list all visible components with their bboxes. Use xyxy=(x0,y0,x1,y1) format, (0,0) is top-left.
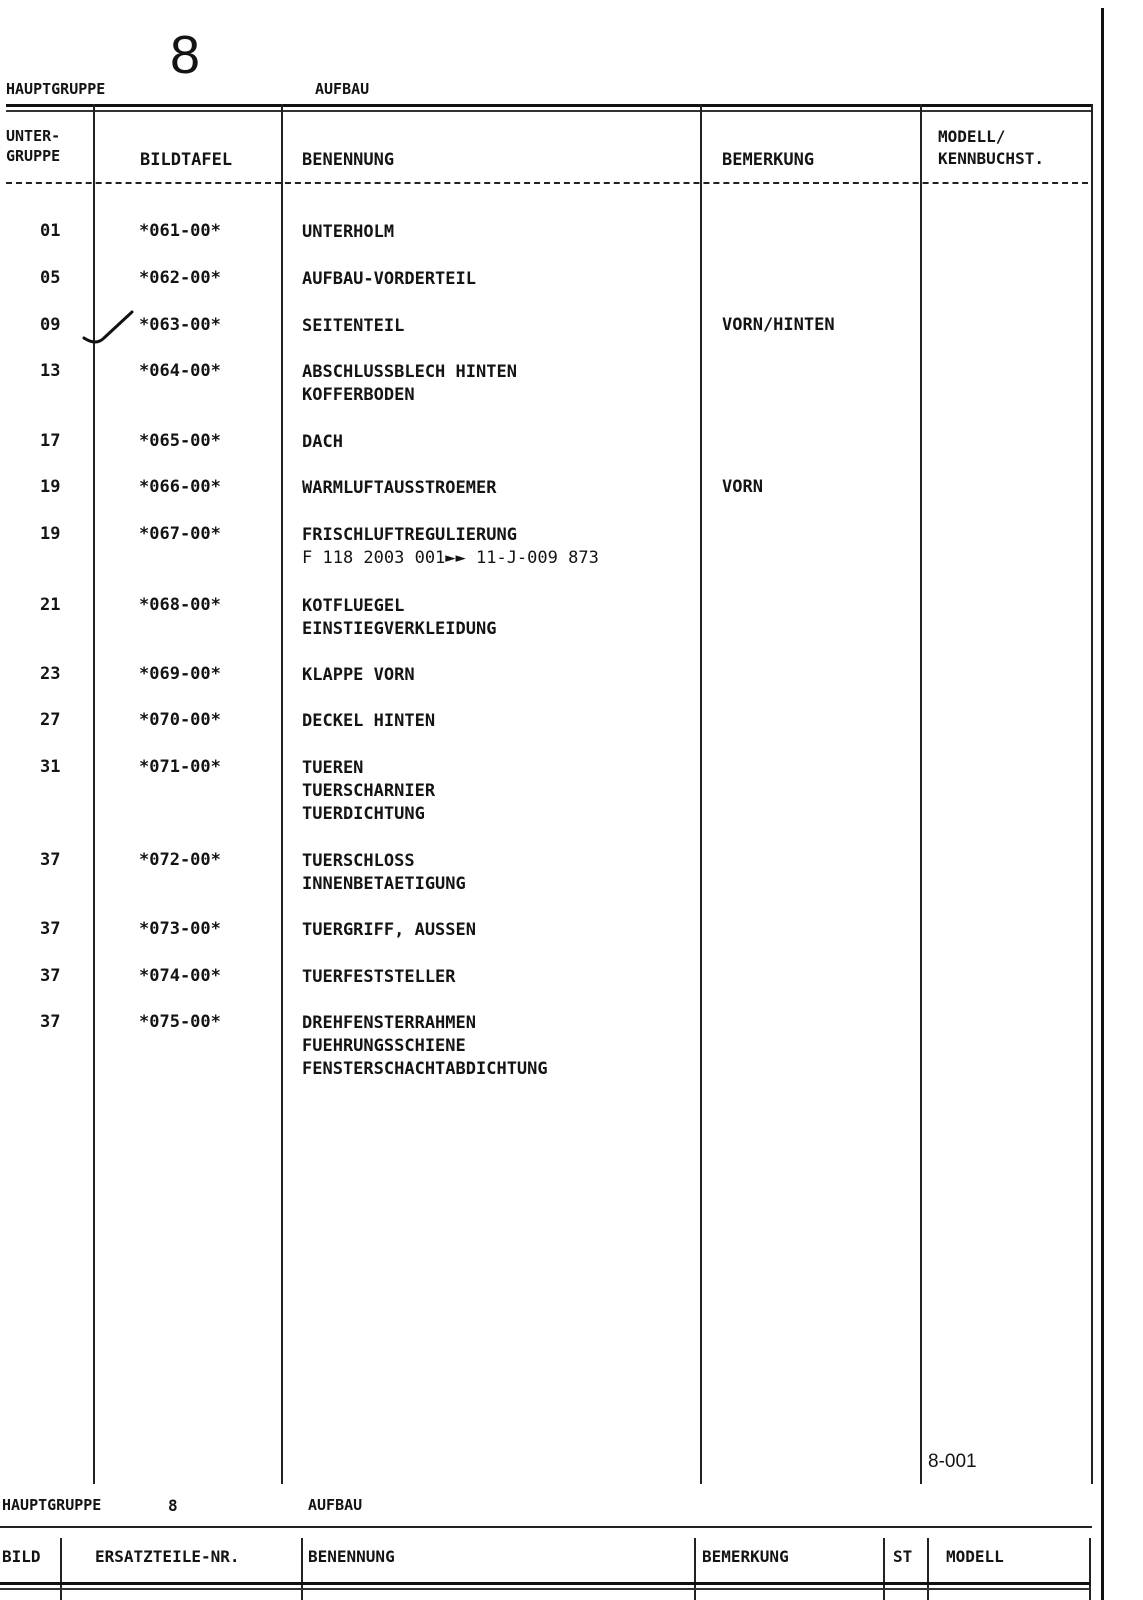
untergruppe-cell: 27 xyxy=(40,710,61,730)
col-divider-4 xyxy=(920,104,922,1484)
group-name: AUFBAU xyxy=(315,80,370,98)
untergruppe-cell: 19 xyxy=(40,524,61,544)
untergruppe-cell: 23 xyxy=(40,664,61,684)
bildtafel-cell: *075-00* xyxy=(139,1012,221,1032)
col-header-bemerkung: BEMERKUNG xyxy=(722,150,815,170)
footer-hauptgruppe-number: 8 xyxy=(168,1496,178,1515)
untergruppe-cell: 37 xyxy=(40,1012,61,1032)
untergruppe-cell: 13 xyxy=(40,361,61,381)
footer-divider-1 xyxy=(60,1538,62,1600)
header-rule-top-2 xyxy=(6,110,1092,112)
bildtafel-cell: *069-00* xyxy=(139,664,221,684)
benennung-cell: DREHFENSTERRAHMEN FUEHRUNGSSCHIENE FENSTERSCHACHTABDICHTUNG xyxy=(302,1013,548,1079)
footer-col-st: ST xyxy=(893,1547,913,1566)
benennung-cell: DECKEL HINTEN xyxy=(302,711,436,731)
footer-col-modell: MODELL xyxy=(946,1547,1004,1566)
bildtafel-cell: *061-00* xyxy=(139,221,221,241)
untergruppe-cell: 01 xyxy=(40,221,61,241)
col-header-bildtafel: BILDTAFEL xyxy=(140,150,233,170)
bemerkung-cell: VORN xyxy=(722,477,763,497)
benennung-cell: TUEREN TUERSCHARNIER TUERDICHTUNG xyxy=(302,758,436,824)
benennung-cell: ABSCHLUSSBLECH HINTEN KOFFERBODEN xyxy=(302,362,517,405)
benennung-cell: UNTERHOLM xyxy=(302,222,395,242)
benennung-cell: KOTFLUEGEL EINSTIEGVERKLEIDUNG xyxy=(302,596,497,639)
bildtafel-cell: *066-00* xyxy=(139,477,221,497)
footer-divider-5 xyxy=(927,1538,929,1600)
benennung-cell: KLAPPE VORN xyxy=(302,665,415,685)
col-header-modell: MODELL/ KENNBUCHST. xyxy=(938,127,1044,168)
benennung-cell: FRISCHLUFTREGULIERUNG F 118 2003 001►► 11-J-009 873 xyxy=(302,525,599,568)
untergruppe-cell: 21 xyxy=(40,595,61,615)
untergruppe-cell: 37 xyxy=(40,850,61,870)
hauptgruppe-label: HAUPTGRUPPE xyxy=(6,80,106,98)
bildtafel-cell: *073-00* xyxy=(139,919,221,939)
footer-divider-6 xyxy=(1089,1538,1091,1600)
footer-col-bemerkung: BEMERKUNG xyxy=(702,1547,789,1566)
footer-group-name: AUFBAU xyxy=(308,1496,363,1514)
bildtafel-cell: *063-00* xyxy=(139,315,221,335)
handwritten-checkmark-icon xyxy=(80,308,140,348)
footer-hauptgruppe-label: HAUPTGRUPPE xyxy=(2,1496,102,1514)
untergruppe-cell: 05 xyxy=(40,268,61,288)
bildtafel-cell: *071-00* xyxy=(139,757,221,777)
footer-rule-double-2 xyxy=(0,1588,1090,1590)
col-divider-3 xyxy=(700,104,702,1484)
benennung-cell: DACH xyxy=(302,432,343,452)
untergruppe-cell: 19 xyxy=(40,477,61,497)
col-divider-5 xyxy=(1091,104,1093,1484)
bildtafel-cell: *067-00* xyxy=(139,524,221,544)
hauptgruppe-number: 8 xyxy=(170,25,201,85)
bemerkung-cell: VORN/HINTEN xyxy=(722,315,835,335)
benennung-cell: TUERFESTSTELLER xyxy=(302,967,456,987)
footer-col-ersatzteile: ERSATZTEILE-NR. xyxy=(95,1547,240,1566)
bildtafel-cell: *070-00* xyxy=(139,710,221,730)
footer-rule-double-1 xyxy=(0,1582,1090,1585)
benennung-cell: AUFBAU-VORDERTEIL xyxy=(302,269,476,289)
untergruppe-cell: 37 xyxy=(40,966,61,986)
untergruppe-cell: 17 xyxy=(40,431,61,451)
header-rule-dashed xyxy=(6,182,1088,184)
col-header-benennung: BENENNUNG xyxy=(302,150,395,170)
footer-divider-4 xyxy=(883,1538,885,1600)
bildtafel-cell: *062-00* xyxy=(139,268,221,288)
footer-rule-top xyxy=(0,1526,1092,1528)
page-number: 8-001 xyxy=(928,1451,977,1472)
benennung-cell: SEITENTEIL xyxy=(302,316,405,336)
footer-divider-3 xyxy=(694,1538,696,1600)
untergruppe-cell: 31 xyxy=(40,757,61,777)
untergruppe-cell: 37 xyxy=(40,919,61,939)
col-header-untergruppe: UNTER- GRUPPE xyxy=(6,127,61,165)
col-divider-2 xyxy=(281,104,283,1484)
bildtafel-cell: *064-00* xyxy=(139,361,221,381)
untergruppe-cell: 09 xyxy=(40,315,61,335)
bildtafel-cell: *072-00* xyxy=(139,850,221,870)
benennung-cell: TUERGRIFF, AUSSEN xyxy=(302,920,476,940)
bildtafel-cell: *065-00* xyxy=(139,431,221,451)
benennung-cell: TUERSCHLOSS INNENBETAETIGUNG xyxy=(302,851,466,894)
header-rule-top xyxy=(6,104,1092,107)
footer-col-benennung: BENENNUNG xyxy=(308,1547,395,1566)
bildtafel-cell: *074-00* xyxy=(139,966,221,986)
footer-col-bild: BILD xyxy=(2,1547,41,1566)
footer-divider-2 xyxy=(301,1538,303,1600)
benennung-cell: WARMLUFTAUSSTROEMER xyxy=(302,478,497,498)
page-edge xyxy=(1101,8,1104,1600)
bildtafel-cell: *068-00* xyxy=(139,595,221,615)
